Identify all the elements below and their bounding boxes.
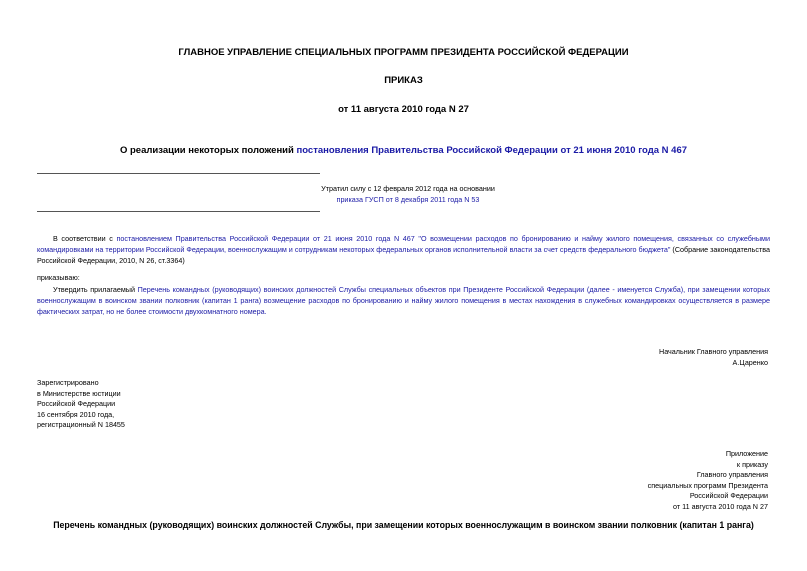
registration-block — [37, 378, 237, 431]
divider-top — [37, 173, 320, 174]
order-word: приказываю: — [37, 273, 80, 282]
appendix-line: Главного управления — [696, 470, 768, 479]
decree-link[interactable]: постановления Правительства Российской Федерации от 21 июня 2010 года N 467 — [296, 145, 688, 156]
appendix-line: Приложение — [725, 449, 768, 458]
signature-name: А.Царенко — [732, 358, 768, 367]
doc-type: ПРИКАЗ — [384, 75, 423, 86]
body-paragraph-1 — [37, 233, 770, 266]
registration-line: в Министерстве юстиции — [37, 388, 121, 398]
appendix-line: от 11 августа 2010 года N 27 — [673, 501, 768, 511]
body-paragraph-2 — [37, 284, 770, 317]
registration-line: регистрационный N 18455 — [37, 420, 125, 429]
registration-line: 16 сентября 2010 года, — [37, 409, 115, 419]
repeal-order-link[interactable]: приказа ГУСП от 8 декабря 2011 года N 53 — [336, 195, 480, 204]
appendix-block — [560, 449, 768, 512]
resolution-link[interactable]: постановлением Правительства Российской Федерации от 21 июня 2010 года N 467 "О возмещении расходов по бронированию и найму жилого помещения, связанных со служебными командировками на территории Российской Федерации, военнослужащим и сотрудникам некоторых федеральных органов исполнительной власти за счет средств федерального бюджета" — [37, 234, 771, 254]
registration-line: Зарегистрировано — [37, 378, 99, 387]
status-text: Утратил силу с 12 февраля 2012 года на основании — [321, 184, 495, 193]
p2-prefix: Утвердить прилагаемый — [53, 285, 138, 294]
list-title: Перечень командных (руководящих) воинских должностей Службы, при замещении которых военнослужащим в воинском звании полковник (капитан 1 ранга) — [53, 520, 754, 530]
registration-line: Российской Федерации — [37, 399, 116, 408]
appendix-line: специальных программ Президента — [647, 480, 768, 490]
signature-position: Начальник Главного управления — [659, 347, 768, 356]
doc-date-number: от 11 августа 2010 года N 27 — [338, 104, 469, 115]
agency-heading: ГЛАВНОЕ УПРАВЛЕНИЕ СПЕЦИАЛЬНЫХ ПРОГРАММ ПРЕЗИДЕНТА РОССИЙСКОЙ ФЕДЕРАЦИИ — [178, 47, 629, 58]
list-link[interactable]: Перечень командных (руководящих) воинских должностей Службы специальных объектов при Президенте Российской Федерации (далее - именуется Служба), при замещении которых военнослужащим в воинском звании полковник (капитан 1 ранга) возмещение расходов по бронированию и найму жилого помещения в местах нахождения в служебных командировках осуществляется в размере фактических затрат, но не более стоимости двухкомнатного номера. — [37, 285, 770, 316]
doc-title — [0, 145, 807, 156]
divider-bottom — [37, 211, 320, 212]
appendix-line: к приказу — [736, 459, 768, 469]
p1-prefix: В соответствии с — [53, 234, 117, 243]
appendix-line: Российской Федерации — [689, 491, 768, 500]
p1-suffix: (Собрание законодательства Российской Федерации, 2010, N 26, ст.3364) — [37, 245, 770, 265]
doc-title-prefix: О реализации некоторых положений — [119, 145, 297, 156]
